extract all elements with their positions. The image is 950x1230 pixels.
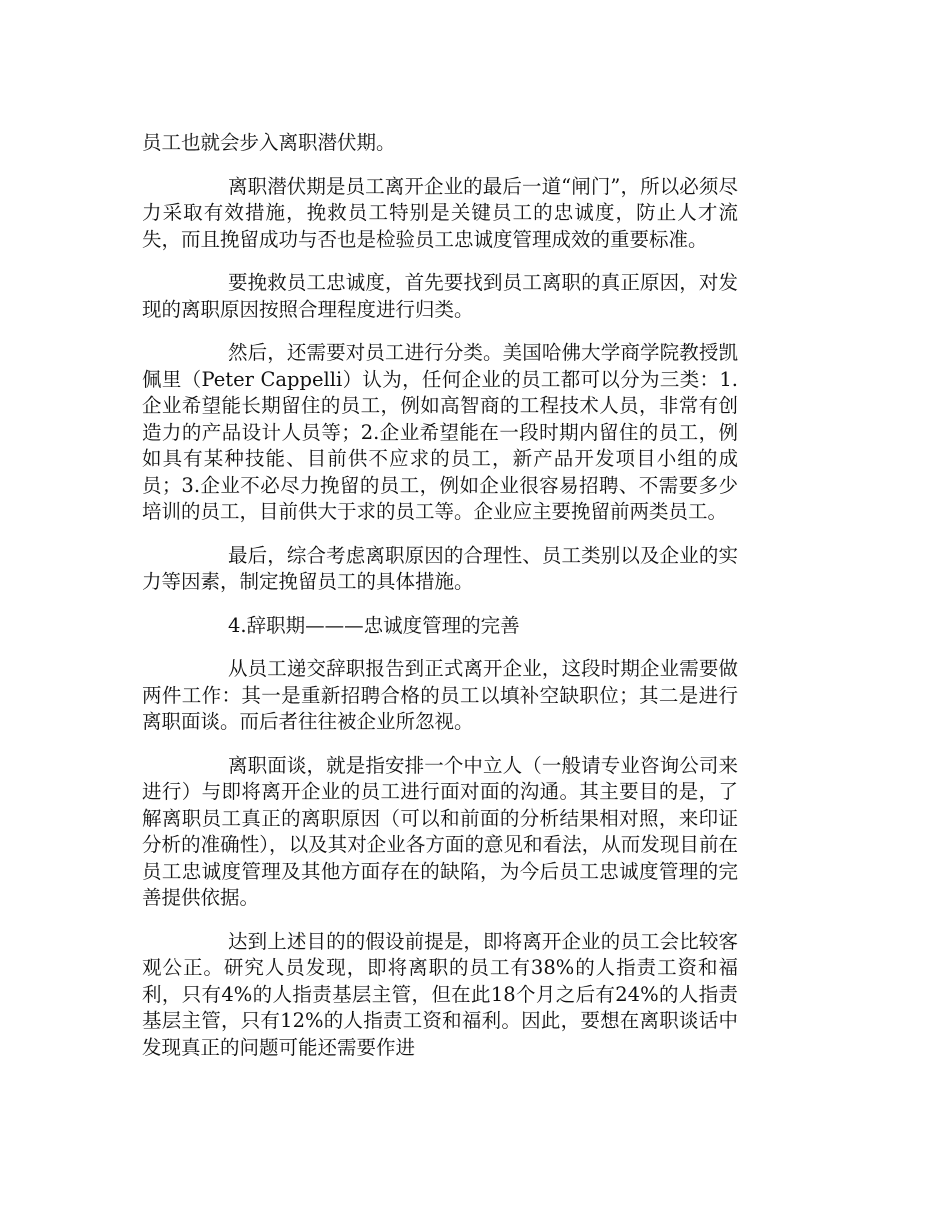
- paragraph: 要挽救员工忠诚度，首先要找到员工离职的真正原因，对发现的离职原因按照合理程度进行归类。: [142, 271, 738, 321]
- paragraph: 员工也就会步入离职潜伏期。: [142, 131, 396, 154]
- paragraph: 然后，还需要对员工进行分类。美国哈佛大学商学院教授凯佩里（Peter Cappelli）认为，任何企业的员工都可以分为三类：1.企业希望能长期留住的员工，例如高智商的工程技术人员，非常有创造力的产品设计人员等；2.企业希望能在一段时期内留住的员工，例如具有某种技能、目前供不应求的员工，新产品开发项目小组的成员；3.企业不必尽力挽留的员工，例如企业很容易招聘、不需要多少培训的员工，目前供大于求的员工等。企业应主要挽留前两类员工。: [142, 341, 738, 523]
- paragraph: 离职面谈，就是指安排一个中立人（一般请专业咨询公司来进行）与即将离开企业的员工进行面对面的沟通。其主要目的是，了解离职员工真正的离职原因（可以和前面的分析结果相对照，来印证分析的准确性），以及其对企业各方面的意见和看法，从而发现目前在员工忠诚度管理及其他方面存在的缺陷，为今后员工忠诚度管理的完善提供依据。: [142, 753, 738, 909]
- paragraph: 最后，综合考虑离职原因的合理性、员工类别以及企业的实力等因素，制定挽留员工的具体措施。: [142, 543, 738, 593]
- paragraph: 从员工递交辞职报告到正式离开企业，这段时期企业需要做两件工作：其一是重新招聘合格的员工以填补空缺职位；其二是进行离职面谈。而后者往往被企业所忽视。: [142, 657, 738, 733]
- document-body: [142, 130, 738, 1078]
- section-heading: 4.辞职期———忠诚度管理的完善: [228, 613, 520, 637]
- paragraph: 达到上述目的的假设前提是，即将离开企业的员工会比较客观公正。研究人员发现，即将离职的员工有38%的人指责工资和福利，只有4%的人指责基层主管，但在此18个月之后有24%的人指责基层主管，只有12%的人指责工资和福利。因此，要想在离职谈话中发现真正的问题可能还需要作进: [142, 929, 738, 1059]
- paragraph: 离职潜伏期是员工离开企业的最后一道“闸门”，所以必须尽力采取有效措施，挽救员工特别是关键员工的忠诚度，防止人才流失，而且挽留成功与否也是检验员工忠诚度管理成效的重要标准。: [142, 174, 738, 251]
